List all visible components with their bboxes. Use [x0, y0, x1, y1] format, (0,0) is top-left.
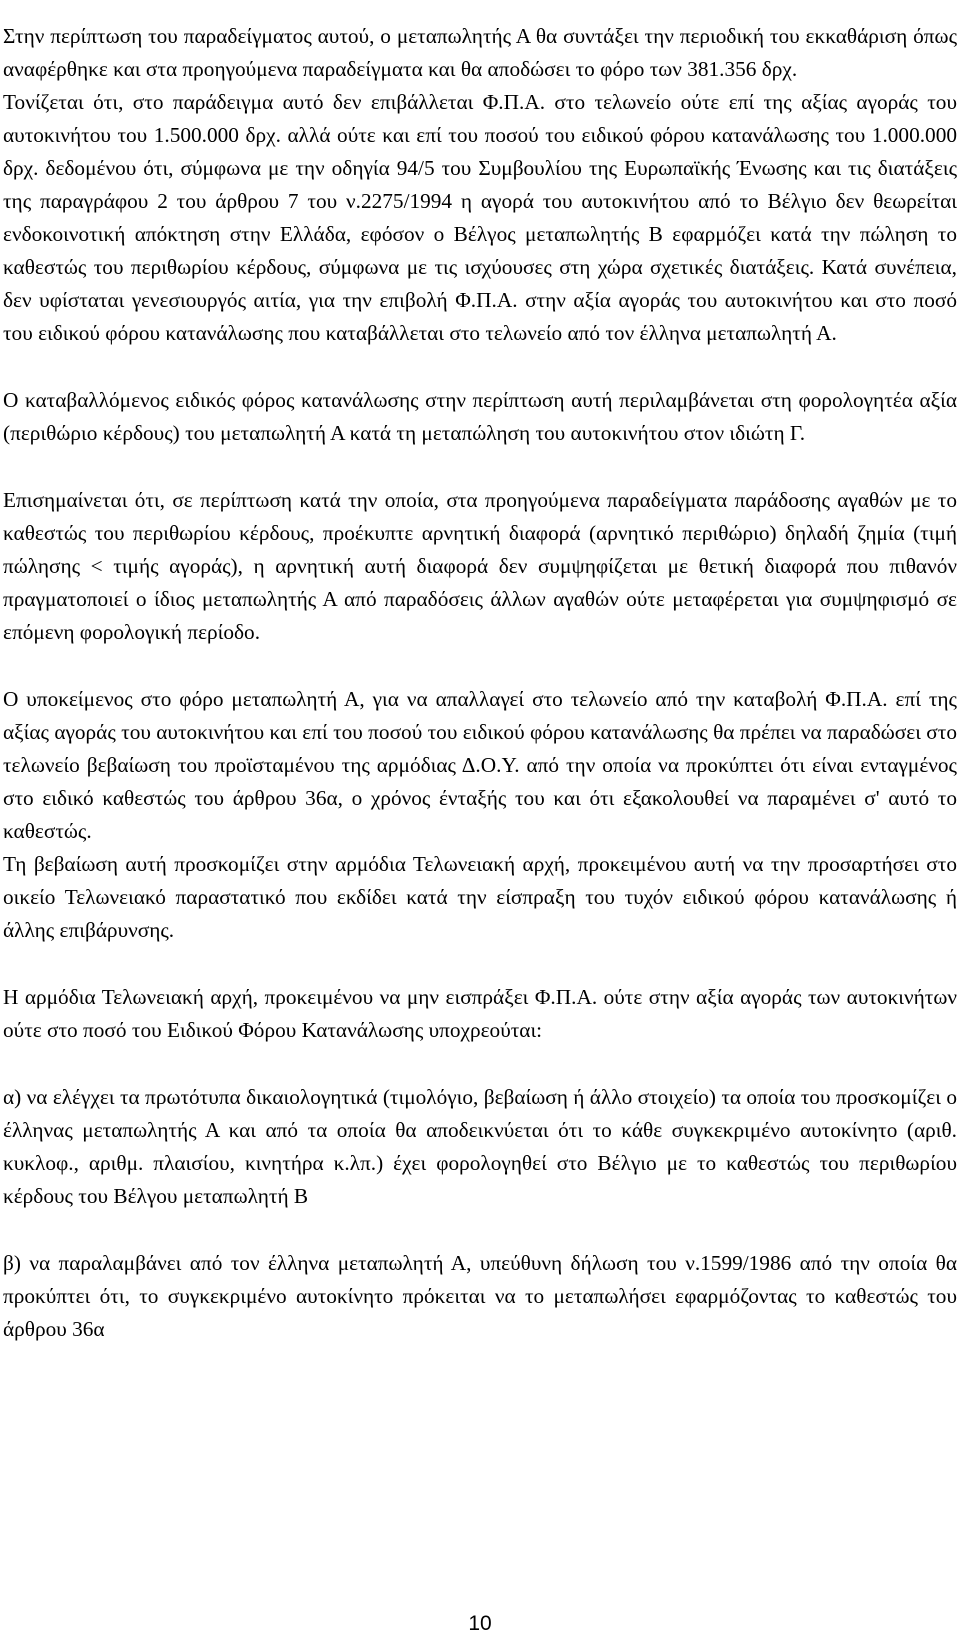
paragraph-5: Ο υποκείμενος στο φόρο μεταπωλητή Α, για να απαλλαγεί στο τελωνείο από την καταβολή Φ.Π.Α. επί της αξίας αγοράς του αυτοκινήτου και επί του ποσού του ειδικού φόρου κατανάλωσης θα πρέπει να παραδώσει στο τελωνείο βεβαίωση του προϊσταμένου της αρμόδιας Δ.Ο.Υ. από την οποία να προκύπτει ότι είναι ενταγμένος στο ειδικό καθεστώς του άρθρου 36α, ο χρόνος ένταξής του και ότι εξακολουθεί να παραμένει σ' αυτό το καθεστώς.	[3, 687, 957, 843]
paragraph-9: β) να παραλαμβάνει από τον έλληνα μεταπωλητή Α, υπεύθυνη δήλωση του ν.1599/1986 από την οποία θα προκύπτει ότι, το συγκεκριμένο αυτοκίνητο πρόκειται να το μεταπωλήσει εφαρμόζοντας το καθεστώς του άρθρου 36α	[3, 1251, 957, 1341]
paragraph-3: Ο καταβαλλόμενος ειδικός φόρος κατανάλωσης στην περίπτωση αυτή περιλαμβάνεται στη φορολογητέα αξία (περιθώριο κέρδους) του μεταπωλητή Α κατά τη μεταπώληση του αυτοκινήτου στον ιδιώτη Γ.	[3, 388, 957, 445]
paragraph-7: Η αρμόδια Τελωνειακή αρχή, προκειμένου να μην εισπράξει Φ.Π.Α. ούτε στην αξία αγοράς των αυτοκινήτων ούτε στο ποσό του Ειδικού Φόρου Κατανάλωσης υποχρεούται:	[3, 985, 957, 1042]
paragraph-1: Στην περίπτωση του παραδείγματος αυτού, ο μεταπωλητής Α θα συντάξει την περιοδική του εκκαθάριση όπως αναφέρθηκε και στα προηγούμενα παραδείγματα και θα αποδώσει το φόρο των 381.356 δρχ.	[3, 24, 957, 81]
document-body	[3, 20, 957, 1380]
paragraph-8: α) να ελέγχει τα πρωτότυπα δικαιολογητικά (τιμολόγιο, βεβαίωση ή άλλο στοιχείο) τα οποία του προσκομίζει ο έλληνας μεταπωλητής Α και από τα οποία θα αποδεικνύεται ότι το κάθε συγκεκριμένο αυτοκίνητο (αριθ. κυκλοφ., αριθμ. πλαισίου, κινητήρα κ.λπ.) έχει φορολογηθεί στο Βέλγιο με το καθεστώς του περιθωρίου κέρδους του Βέλγου μεταπωλητή Β	[3, 1085, 957, 1208]
paragraph-4: Επισημαίνεται ότι, σε περίπτωση κατά την οποία, στα προηγούμενα παραδείγματα παράδοσης αγαθών με το καθεστώς του περιθωρίου κέρδους, προέκυπτε αρνητική διαφορά (αρνητικό περιθώριο) δηλαδή ζημία (τιμή πώλησης < τιμής αγοράς), η αρνητική αυτή διαφορά δεν συμψηφίζεται με θετική διαφορά που πιθανόν πραγματοποιεί ο ίδιος μεταπωλητής Α από παραδόσεις άλλων αγαθών ούτε μεταφέρεται για συμψηφισμό σε επόμενη φορολογική περίοδο.	[3, 488, 957, 644]
paragraph-6: Τη βεβαίωση αυτή προσκομίζει στην αρμόδια Τελωνειακή αρχή, προκειμένου αυτή να την προσαρτήσει στο οικείο Τελωνειακό παραστατικό που εκδίδει κατά την είσπραξη του τυχόν ειδικού φόρου κατανάλωσης ή άλλης επιβάρυνσης.	[3, 852, 957, 942]
page-number: 10	[468, 1612, 492, 1635]
paragraph-2: Τονίζεται ότι, στο παράδειγμα αυτό δεν επιβάλλεται Φ.Π.Α. στο τελωνείο ούτε επί της αξίας αγοράς του αυτοκινήτου του 1.500.000 δρχ. αλλά ούτε και επί του ποσού του ειδικού φόρου κατανάλωσης του 1.000.000 δρχ. δεδομένου ότι, σύμφωνα με την οδηγία 94/5 του Συμβουλίου της Ευρωπαϊκής Ένωσης και τις διατάξεις της παραγράφου 2 του άρθρου 7 του ν.2275/1994 η αγορά του αυτοκινήτου από το Βέλγιο δεν θεωρείται ενδοκοινοτική απόκτηση στην Ελλάδα, εφόσον ο Βέλγος μεταπωλητής Β εφαρμόζει κατά την πώληση το καθεστώς του περιθωρίου κέρδους, σύμφωνα με τις ισχύουσες στη χώρα σχετικές διατάξεις. Κατά συνέπεια, δεν υφίσταται γενεσιουργός αιτία, για την επιβολή Φ.Π.Α. στην αξία αγοράς του αυτοκινήτου και στο ποσό του ειδικού φόρου κατανάλωσης που καταβάλλεται στο τελωνείο από τον έλληνα μεταπωλητή Α.	[3, 90, 957, 345]
